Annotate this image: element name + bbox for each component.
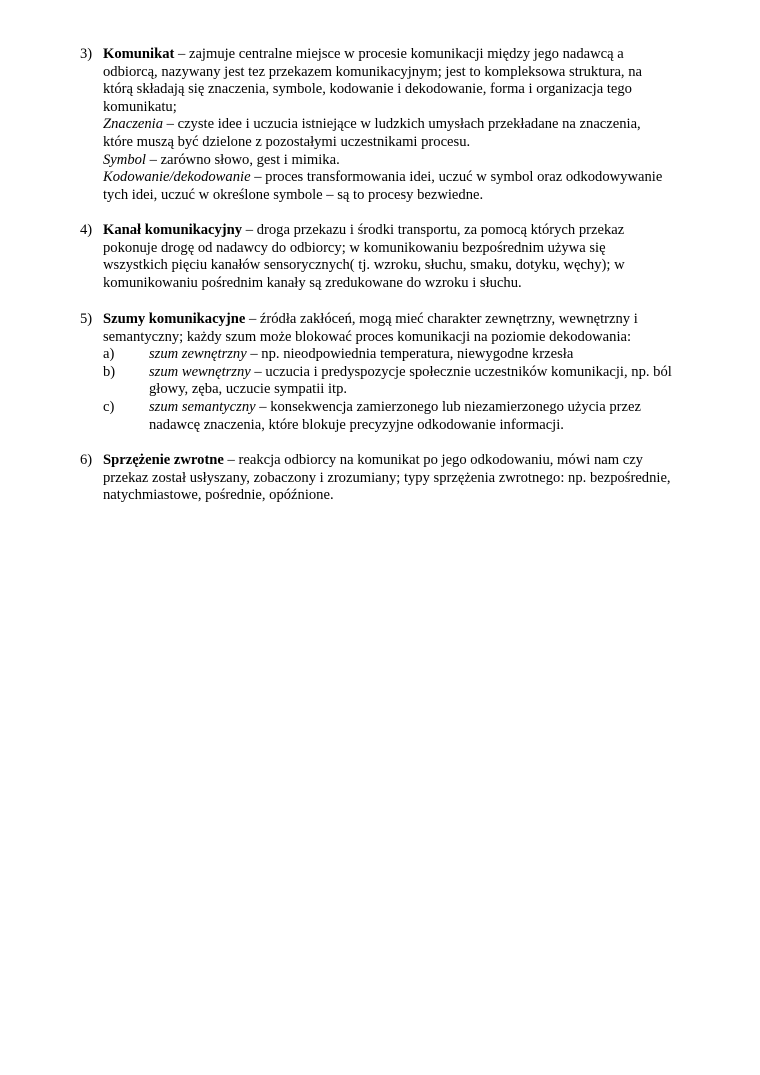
item-number: 6) xyxy=(80,452,93,468)
sublist-term: szum zewnętrzny xyxy=(149,346,247,363)
sublist-item-b xyxy=(103,364,705,399)
item-term: Szumy komunikacyjne xyxy=(103,311,246,327)
item-text: – droga przekazu i środki transportu, za pomocą których przekaz xyxy=(242,222,625,238)
item-text: przekaz został usłyszany, zobaczony i zrozumiany; typy sprzężenia zwrotnego: np. bezpośrednie, xyxy=(103,469,671,486)
item-number: 4) xyxy=(80,222,93,238)
list-item-4 xyxy=(80,222,705,292)
definition-text: które muszą być dzielone z pozostałymi uczestnikami procesu. xyxy=(103,133,471,150)
sublist-label: a) xyxy=(103,346,115,363)
sublist-text: nadawcę znaczenia, które blokuje precyzyjne odkodowanie informacji. xyxy=(149,416,564,433)
definition-term: Symbol xyxy=(103,151,146,168)
item-term: Sprzężenie zwrotne xyxy=(103,452,224,468)
sublist-label: c) xyxy=(103,398,115,415)
sublist-term: szum wewnętrzny xyxy=(149,363,251,380)
definition-text: tych idei, uczuć w określone symbole – są to procesy bezwiedne. xyxy=(103,186,484,203)
list-item-3 xyxy=(80,46,705,204)
sublist-item-c xyxy=(103,399,705,434)
sublist-text: – konsekwencja zamierzonego lub niezamierzonego użycia przez xyxy=(255,398,641,415)
item-text: – zajmuje centralne miejsce w procesie komunikacji między jego nadawcą a xyxy=(174,46,624,62)
definition-term: Znaczenia xyxy=(103,116,163,133)
sublist-item-a xyxy=(103,346,705,364)
item-text: którą składają się znaczenia, symbole, kodowanie i dekodowanie, forma i organizacja tego xyxy=(103,81,632,98)
sublist-label: b) xyxy=(103,363,116,380)
item-text: komunikatu; xyxy=(103,98,177,115)
item-text: natychmiastowe, pośrednie, opóźnione. xyxy=(103,487,334,504)
item-number: 3) xyxy=(80,46,93,62)
sublist-text: – np. nieodpowiednia temperatura, niewygodne krzesła xyxy=(246,346,574,363)
item-text: – źródła zakłóceń, mogą mieć charakter zewnętrzny, wewnętrzny i xyxy=(245,311,638,327)
item-term: Kanał komunikacyjny xyxy=(103,222,243,238)
item-text: semantyczny; każdy szum może blokować proces komunikacji na poziomie dekodowania: xyxy=(103,328,632,345)
sublist-term: szum semantyczny xyxy=(149,398,256,415)
item-number: 5) xyxy=(80,311,93,327)
list-item-5 xyxy=(80,311,705,434)
definition-text: – zarówno słowo, gest i mimika. xyxy=(145,151,340,168)
item-text: wszystkich pięciu kanałów sensorycznych( tj. wzroku, słuchu, smaku, dotyku, węchy); w xyxy=(103,257,625,274)
sublist-text: głowy, zęba, uczucie sympatii itp. xyxy=(149,381,348,398)
item-text: – reakcja odbiorcy na komunikat po jego odkodowaniu, mówi nam czy xyxy=(223,452,643,468)
sublist-text: – uczucia i predyspozycje społecznie uczestników komunikacji, np. ból xyxy=(250,363,672,380)
definition-term: Kodowanie/dekodowanie xyxy=(103,169,251,186)
list-item-6 xyxy=(80,452,705,505)
definition-text: – czyste idee i uczucia istniejące w ludzkich umysłach przekładane na znaczenia, xyxy=(163,116,641,133)
item-text: odbiorcą, nazywany jest tez przekazem komunikacyjnym; jest to kompleksowa struktura, na xyxy=(103,63,642,80)
definition-text: – proces transformowania idei, uczuć w symbol oraz odkodowywanie xyxy=(250,169,663,186)
item-text: komunikowaniu pośrednim kanały są zredukowane do wzroku i słuchu. xyxy=(103,274,522,291)
item-term: Komunikat xyxy=(103,46,175,62)
item-text: pokonuje drogę od nadawcy do odbiorcy; w komunikowaniu bezpośrednim używa się xyxy=(103,239,606,256)
